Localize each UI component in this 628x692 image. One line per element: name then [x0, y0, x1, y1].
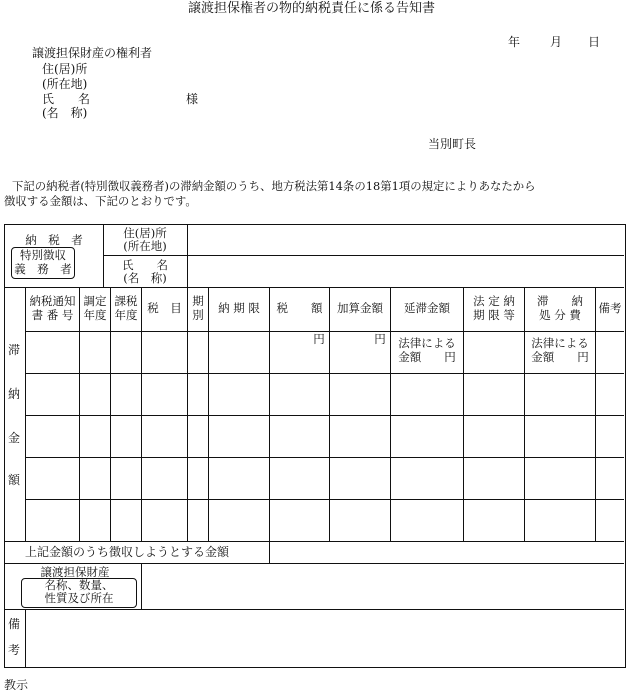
col-tax-item: 税 目 — [147, 301, 182, 315]
recipient-name-alt: (名 称) — [42, 106, 88, 120]
tax-yen-unit: 円 — [313, 332, 325, 346]
recipient-address-label: 住(居)所 — [42, 62, 88, 76]
body-line-1: 下記の納税者(特別徴収義務者)の滞納金額のうち、地方税法第14条の18第1項の規定によりあなたから — [12, 179, 536, 193]
col-remarks: 備考 — [598, 301, 622, 315]
side-label-3: 金 — [8, 431, 21, 445]
col-period-1: 期 — [192, 294, 204, 308]
delinquency-legal-1: 法律による — [398, 336, 456, 350]
col-assess-year-2: 年度 — [83, 308, 107, 322]
document-title: 譲渡担保権者の物的納税責任に係る告知書 — [188, 1, 436, 16]
property-label-3: 性質及び所在 — [44, 591, 114, 605]
collect-amount-label: 上記金額のうち徴収しようとする金額 — [25, 545, 230, 559]
col-notice-no-2: 書 番 号 — [31, 308, 74, 322]
date-year: 年 — [508, 35, 521, 49]
date-day: 日 — [588, 35, 601, 49]
property-label-2: 名称、数量、 — [44, 578, 114, 592]
side-label-4: 額 — [8, 473, 21, 487]
col-due-date: 納 期 限 — [218, 301, 260, 315]
col-statutory-1: 法 定 納 — [473, 294, 515, 308]
delinquency-legal-2: 金額 円 — [398, 350, 456, 364]
col-additional-amount: 加算金額 — [337, 301, 383, 315]
remarks-side-1: 備 — [8, 617, 21, 631]
taxpayer-label: 納 税 者 — [25, 233, 83, 247]
instruction-footer: 教示 — [4, 678, 29, 692]
recipient-name-label: 氏 名 — [42, 92, 91, 106]
taxpayer-address-label: 住(居)所 — [123, 226, 167, 240]
col-disposal-1: 滞 納 — [537, 294, 583, 308]
taxpayer-name-alt: (名 称) — [123, 271, 167, 285]
recipient-honorific: 様 — [186, 92, 199, 106]
side-label-1: 滞 — [8, 343, 21, 357]
special-collector-label: 特別徴収 — [20, 248, 66, 262]
side-label-2: 納 — [8, 387, 21, 401]
col-tax-year-2: 年度 — [114, 308, 138, 322]
additional-yen-unit: 円 — [374, 332, 386, 346]
recipient-heading: 譲渡担保財産の権利者 — [32, 46, 153, 60]
col-tax-amount: 税 額 — [276, 301, 323, 315]
notice-form-table — [4, 224, 626, 668]
col-delinquency-amount: 延滞金額 — [404, 301, 450, 315]
col-tax-year-1: 課税 — [114, 294, 138, 308]
col-disposal-2: 処 分 費 — [539, 308, 581, 322]
taxpayer-address-alt: (所在地) — [123, 239, 167, 253]
recipient-address-alt: (所在地) — [42, 77, 88, 91]
col-notice-no-1: 納税通知 — [29, 294, 76, 308]
col-assess-year-1: 調定 — [83, 294, 107, 308]
remarks-side-2: 考 — [8, 643, 21, 657]
col-period-2: 別 — [192, 308, 204, 322]
body-line-2: 徴収する金額は、下記のとおりです。 — [4, 194, 197, 208]
disposal-legal-2: 金額 円 — [531, 350, 589, 364]
taxpayer-name-label: 氏 名 — [122, 258, 168, 272]
issuer: 当別町長 — [428, 137, 477, 151]
obligor-label: 義 務 者 — [14, 262, 72, 276]
date-month: 月 — [550, 35, 563, 49]
col-statutory-2: 期 限 等 — [473, 308, 515, 322]
disposal-legal-1: 法律による — [531, 336, 589, 350]
property-label-1: 譲渡担保財産 — [40, 565, 110, 579]
